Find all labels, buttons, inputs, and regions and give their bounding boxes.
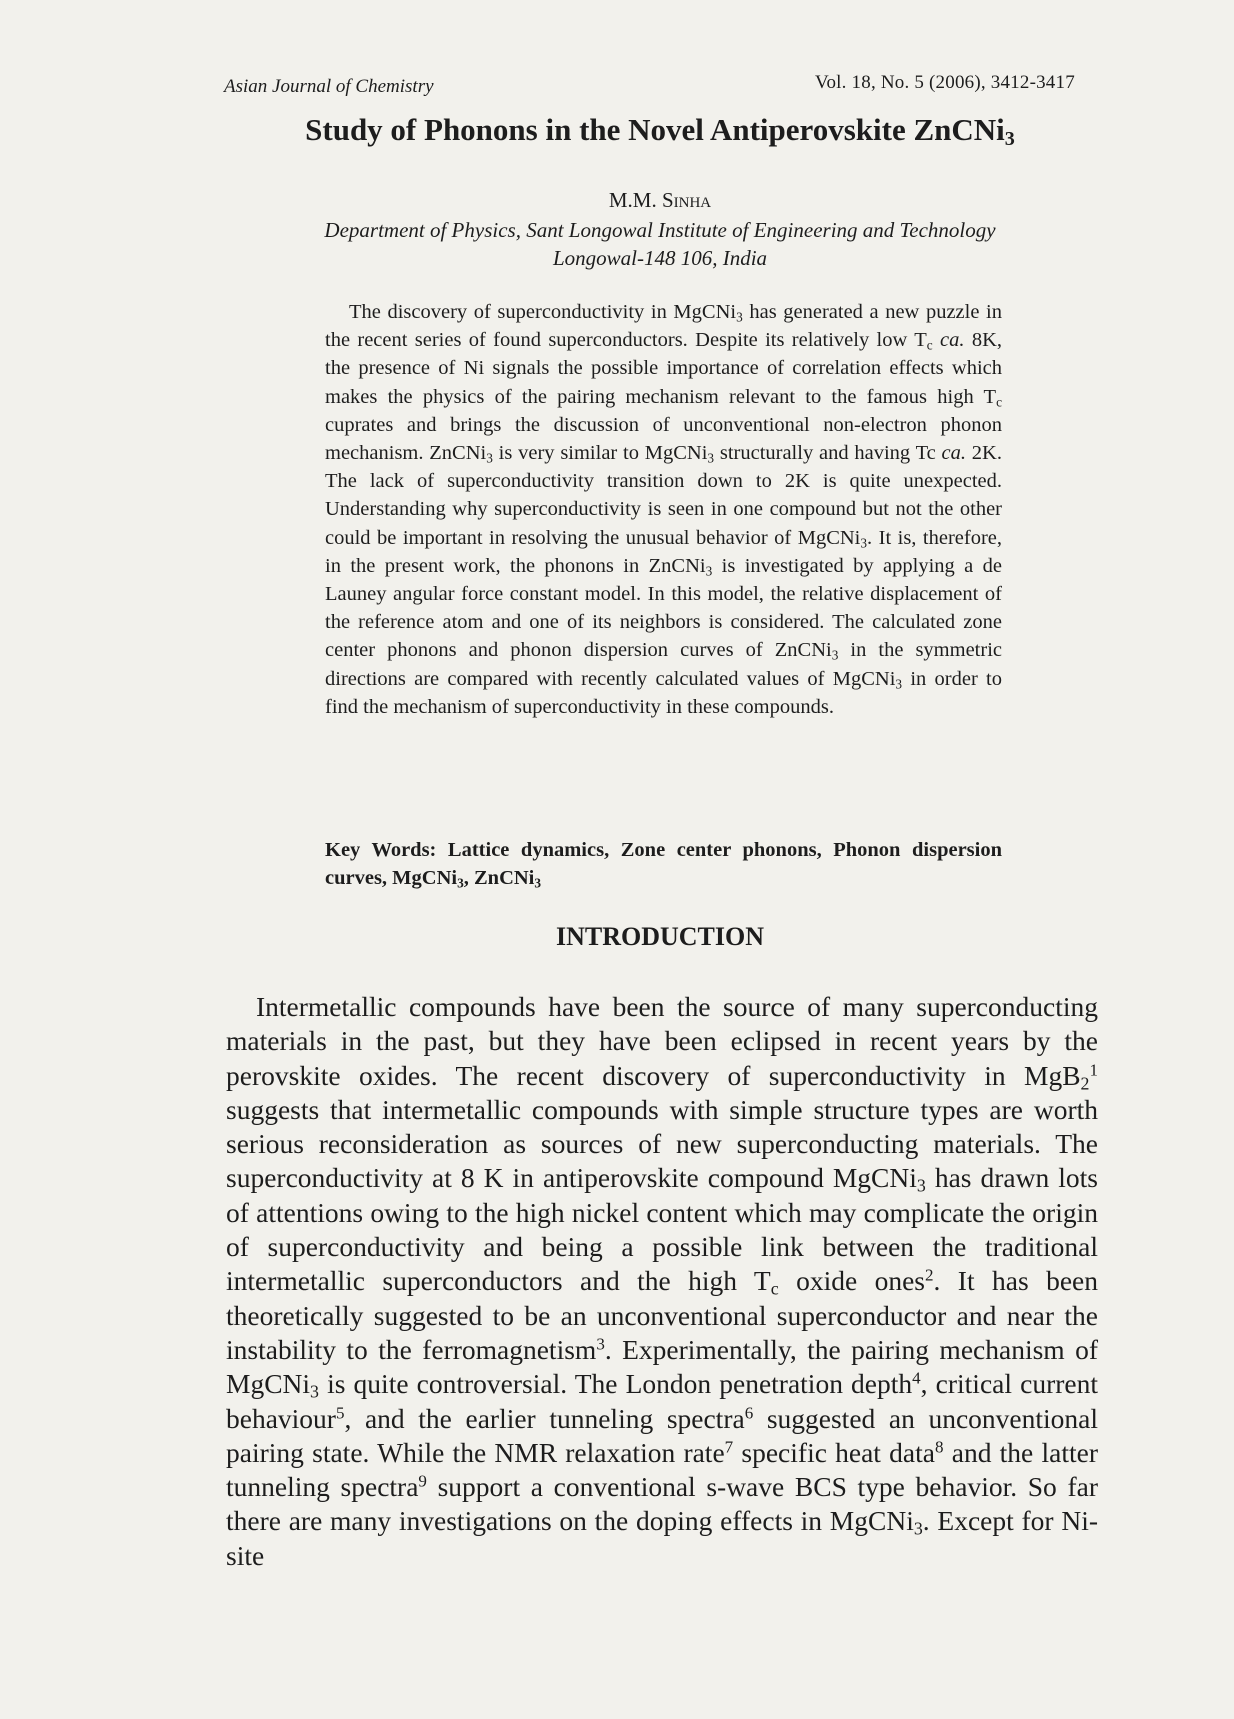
body-subscript: c (770, 1278, 779, 1299)
paper-title-text: Study of Phonons in the Novel Antiperovskite ZnCNi (305, 112, 1005, 147)
body-subscript: 3 (310, 1381, 319, 1402)
body-text: has drawn lots of attentions owing to the high nickel content which may complicate the origin of superconductivity and being a possible link between the traditional intermetallic superconductors and the high T (226, 1162, 1098, 1297)
abstract-text: 2K. The lack of superconductivity transition down to 2K is quite unexpected. Understanding why superconductivity is seen in one compound but not the other could be important in resolving the unusual behavior of MgCNi (325, 442, 1002, 549)
reference-superscript: 3 (596, 1334, 605, 1354)
paper-title (200, 112, 1120, 151)
reference-superscript: 5 (335, 1403, 345, 1423)
reference-superscript: 2 (925, 1266, 934, 1285)
abstract-text: is investigated by applying a de Launey angular force constant model. In this model, the relative displacement of the reference atom and one of its neighbors is considered. The calculated zone center phonons and phonon dispersion curves of ZnCNi (325, 554, 1003, 662)
body-text: suggests that intermetallic compounds with simple structure types are worth serious reconsideration as sources of new superconducting materials. The superconductivity at 8 K in antiperovskite compound MgCNi (226, 1093, 1098, 1194)
body-text: Intermetallic compounds have been the source of many superconducting materials in the past, but they have been eclipsed in recent years by the perovskite oxides. The recent discovery of superconductivity in MgB (226, 991, 1098, 1091)
body-subscript: 3 (916, 1175, 926, 1196)
body-text: specific heat data (733, 1436, 935, 1468)
reference-superscript: 4 (912, 1368, 921, 1388)
abstract-text: has generated a new puzzle in the recent series of found superconductors. Despite its relatively low T (325, 301, 1002, 352)
reference-superscript: 1 (1089, 1060, 1098, 1080)
body-text: , and the earlier tunneling spectra (344, 1402, 745, 1434)
key-words-subscript: 3 (534, 875, 542, 891)
body-text: support a conventional s-wave BCS type behavior. So far there are many investigations on the doping effects in MgCNi (226, 1471, 1098, 1537)
abstract-text: cuprates and brings the discussion of unconventional non-electron phonon mechanism. ZnCNi (325, 413, 1002, 465)
running-header-journal: Asian Journal of Chemistry (224, 76, 434, 97)
affiliation-line-1: Department of Physics, Sant Longowal Institute of Engineering and Technology (324, 218, 996, 242)
body-text: oxide ones (778, 1265, 925, 1297)
key-words (325, 836, 1002, 892)
affiliation-line-2: Longowal-148 106, India (552, 246, 768, 270)
body-text: suggested an unconventional pairing state. While the NMR relaxation rate (226, 1402, 1098, 1468)
abstract-subscript: c (926, 337, 933, 353)
introduction-body (226, 990, 1098, 1573)
abstract-subscript: 3 (736, 309, 743, 325)
abstract-text (933, 329, 940, 351)
reference-superscript: 9 (418, 1471, 427, 1491)
author-affiliation (200, 216, 1120, 272)
author-name (200, 188, 1120, 213)
abstract (325, 298, 1002, 721)
abstract-subscript: 3 (860, 534, 868, 550)
author-initials: M.M. (608, 188, 662, 212)
running-header-volume: Vol. 18, No. 5 (2006), 3412-3417 (815, 72, 1075, 93)
abstract-subscript: 3 (705, 563, 713, 579)
key-words-subscript: 3 (457, 875, 464, 891)
key-words-text: Key Words: Lattice dynamics, Zone center phonons, Phonon dispersion curves, MgCNi (325, 839, 1002, 889)
body-text: . It has been theoretically suggested to be an unconventional superconductor and near the instability to the ferromagnetism (226, 1265, 1098, 1365)
body-text: , critical current behaviour (226, 1368, 1098, 1434)
author-surname: Sinha (661, 188, 712, 212)
abstract-text: structurally and having Tc (714, 442, 942, 465)
abstract-text: The discovery of superconductivity in MgCNi (349, 301, 737, 323)
reference-superscript: 7 (724, 1437, 734, 1457)
abstract-text: . It is, therefore, in the present work, the phonons in ZnCNi (325, 526, 1002, 577)
abstract-subscript: 3 (831, 647, 839, 663)
abstract-subscript: 3 (707, 450, 715, 466)
abstract-italic: ca. (941, 442, 967, 465)
body-text: and the latter tunneling spectra (226, 1436, 1098, 1503)
abstract-text: is very similar to MgCNi (492, 442, 708, 465)
body-subscript: 3 (913, 1518, 923, 1539)
abstract-subscript: c (996, 393, 1002, 409)
body-text: . Except for Ni-site (226, 1505, 1098, 1571)
abstract-text: in order to find the mechanism of superconductivity in these compounds. (325, 667, 1002, 718)
reference-superscript: 6 (744, 1403, 754, 1423)
abstract-paragraph (325, 298, 1002, 721)
body-text: is quite controversial. The London penetration depth (318, 1368, 913, 1400)
introduction-paragraph (226, 990, 1098, 1573)
section-heading-introduction: INTRODUCTION (555, 922, 765, 951)
paper-title-subscript: 3 (1004, 128, 1015, 151)
abstract-subscript: 3 (895, 675, 903, 691)
reference-superscript: 8 (934, 1437, 944, 1457)
key-words-text: , ZnCNi (463, 867, 535, 889)
body-text: . Experimentally, the pairing mechanism of MgCNi (226, 1333, 1098, 1400)
abstract-subscript: 3 (486, 450, 493, 466)
abstract-text: in the symmetric directions are compared with recently calculated values of MgCNi (325, 639, 1002, 690)
abstract-italic: ca. (940, 329, 965, 352)
body-subscript: 2 (1080, 1073, 1090, 1094)
abstract-text: 8K, the presence of Ni signals the possible importance of correlation effects which makes the physics of the pairing mechanism relevant to the famous high T (325, 329, 1002, 408)
